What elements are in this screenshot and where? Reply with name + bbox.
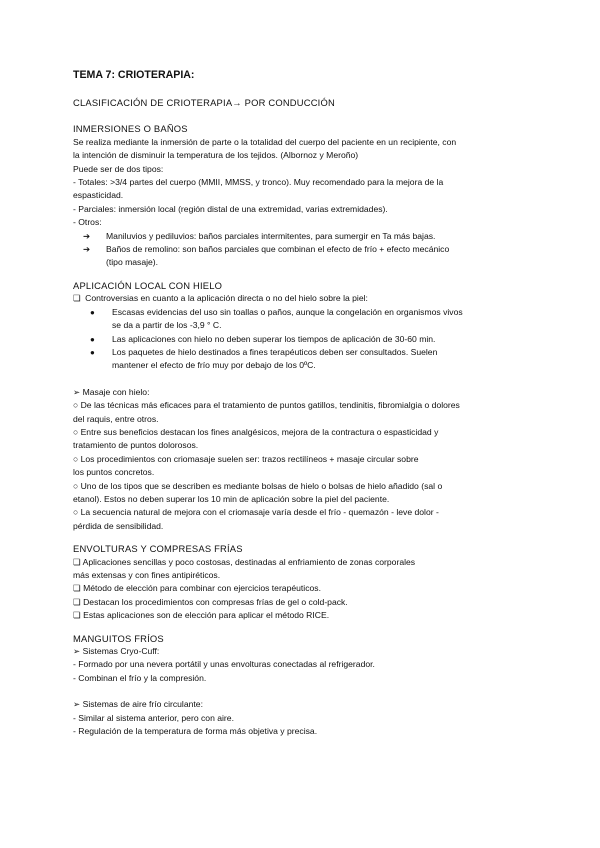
text-line: ❏ Aplicaciones sencillas y poco costosas, destinadas al enfriamiento de zonas corporales bbox=[73, 556, 416, 567]
text-line: Baños de remolino: son baños parciales que combinan el efecto de frío + efecto mecánico bbox=[106, 244, 450, 255]
text-line: la intención de disminuir la temperatura de los tejidos. (Albornoz y Meroño) bbox=[73, 150, 359, 161]
text-line: pérdida de sensibilidad. bbox=[73, 520, 164, 531]
text-line: - Totales: >3/4 partes del cuerpo (MMII, MMSS, y tronco). Muy recomendado para la mejora de la bbox=[73, 177, 444, 188]
text-line: - Otros: bbox=[73, 217, 102, 228]
text-line: ○ La secuencia natural de mejora con el criomasaje varía desde el frío - quemazón - leve dolor - bbox=[73, 507, 439, 518]
text-line: Puede ser de dos tipos: bbox=[73, 163, 164, 174]
text-line: ○ Los procedimientos con criomasaje suelen ser: trazos rectilíneos + masaje circular sobre bbox=[73, 453, 419, 464]
list-item bbox=[73, 346, 533, 373]
text-line: Escasas evidencias del uso sin toallas o paños, aunque la congelación en organismos vivos bbox=[112, 306, 463, 317]
text-line: mantener el efecto de frío muy por debajo de los 0ºC. bbox=[112, 360, 316, 371]
text-line: - Similar al sistema anterior, pero con aire. bbox=[73, 712, 234, 723]
wraps-text bbox=[73, 556, 533, 623]
text-line: - Formado por una nevera portátil y unas envolturas conectadas al refrigerador. bbox=[73, 659, 375, 670]
bullet-icon: ● bbox=[90, 334, 95, 344]
immersion-text bbox=[73, 136, 533, 230]
text-line: ○ De las técnicas más eficaces para el tratamiento de puntos gatillos, tendinitis, fibromialgia o dolores bbox=[73, 400, 460, 411]
arrow-icon: ➔ bbox=[83, 244, 91, 255]
list-item bbox=[73, 292, 533, 305]
text-line: del raquis, entre otros. bbox=[73, 413, 159, 424]
ice-heading: APLICACIÓN LOCAL CON HIELO bbox=[73, 279, 223, 291]
massage-text bbox=[73, 399, 533, 533]
text-line: Se realiza mediante la inmersión de parte o la totalidad del cuerpo del paciente en un recipiente, con bbox=[73, 136, 457, 147]
text-line: Maniluvios y pediluvios: baños parciales intermitentes, para sumergir en Ta más bajas. bbox=[106, 230, 436, 241]
text-line: más extensas y con fines antipiréticos. bbox=[73, 570, 221, 580]
list-item bbox=[73, 306, 533, 333]
text-line: ○ Entre sus beneficios destacan los fines analgésicos, mejora de la contractura o espasticidad y bbox=[73, 426, 439, 437]
text-line: ❏ Estas aplicaciones son de elección para aplicar el método RICE. bbox=[73, 610, 330, 621]
list-item bbox=[73, 333, 533, 346]
bullet-icon: ● bbox=[90, 347, 95, 357]
massage-heading: ➢ Masaje con hielo: bbox=[73, 386, 150, 397]
cryo-cuff-heading: ➢ Sistemas Cryo-Cuff: bbox=[73, 646, 160, 657]
cold-air-heading: ➢ Sistemas de aire frío circulante: bbox=[73, 699, 203, 710]
text-line: - Parciales: inmersión local (región distal de una extremidad, varias extremidades). bbox=[73, 203, 388, 214]
arrow-icon: ➔ bbox=[83, 230, 91, 241]
immersion-heading: INMERSIONES O BAÑOS bbox=[73, 123, 188, 135]
text-line: ❏ Destacan los procedimientos con compresas frías de gel o cold-pack. bbox=[73, 596, 348, 607]
text-line: espasticidad. bbox=[73, 190, 124, 201]
text-line: - Combinan el frío y la compresión. bbox=[73, 672, 207, 683]
text-line: ○ Uno de los tipos que se describen es mediante bolsas de hielo o bolsas de hielo añadido (sal o bbox=[73, 480, 443, 491]
text-line: se da a partir de los -3,9 ° C. bbox=[112, 320, 222, 331]
checkbox-icon: ❏ bbox=[73, 293, 81, 304]
text-line: Las aplicaciones con hielo no deben superar los tiempos de aplicación de 30-60 min. bbox=[112, 333, 436, 344]
text-line: (tipo masaje). bbox=[106, 257, 159, 268]
list-item bbox=[73, 243, 533, 270]
text-line: Controversias en cuanto a la aplicación directa o no del hielo sobre la piel: bbox=[85, 293, 368, 304]
sleeves-heading: MANGUITOS FRÍOS bbox=[73, 632, 164, 644]
text-line: etanol). Estos no deben superar los 10 min de aplicación sobre la piel del paciente. bbox=[73, 493, 390, 504]
document-page bbox=[73, 68, 533, 738]
text-line: - Regulación de la temperatura de forma más objetiva y precisa. bbox=[73, 726, 318, 737]
wraps-heading: ENVOLTURAS Y COMPRESAS FRÍAS bbox=[73, 543, 243, 555]
list-item bbox=[73, 230, 533, 243]
text-line: tratamiento de puntos dolorosos. bbox=[73, 440, 199, 451]
text-line: los puntos concretos. bbox=[73, 467, 155, 478]
classification-heading: CLASIFICACIÓN DE CRIOTERAPIA→ POR CONDUCCIÓN bbox=[73, 97, 335, 108]
text-line: Los paquetes de hielo destinados a fines terapéuticos deben ser consultados. Suelen bbox=[112, 346, 438, 357]
text-line: ❏ Método de elección para combinar con ejercicios terapéuticos. bbox=[73, 583, 321, 594]
bullet-icon: ● bbox=[90, 307, 95, 317]
page-title: TEMA 7: CRIOTERAPIA: bbox=[73, 69, 195, 81]
